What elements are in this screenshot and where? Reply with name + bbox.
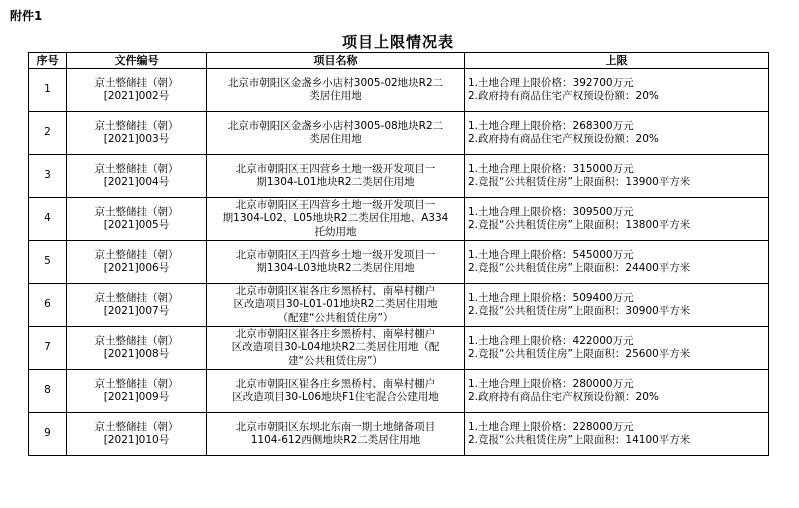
header-seq: 序号 (29, 53, 67, 69)
row-project-name: 北京市朝阳区王四营乡土地一级开发项目一 期1304-L03地块R2二类居住用地 (207, 241, 465, 284)
row-doc-number: 京土整储挂（朝） [2021]007号 (67, 284, 207, 327)
page-title: 项目上限情况表 (341, 33, 454, 51)
row-project-name: 北京市朝阳区崔各庄乡黑桥村、南皋村棚户 区改造项目30-L01-01地块R2二类居住用地 （配建“公共租赁住房”） (207, 284, 465, 327)
table-row (29, 241, 769, 284)
table-row (29, 284, 769, 327)
table-row (29, 155, 769, 198)
row-limit: 1.土地合理上限价格：268300万元 2.政府持有商品住宅产权预设份额：20% (465, 112, 769, 155)
table-row (29, 413, 769, 456)
table-row (29, 198, 769, 241)
row-seq: 5 (29, 241, 67, 284)
table-row (29, 69, 769, 112)
header-project-name: 项目名称 (207, 53, 465, 69)
table-row (29, 327, 769, 370)
header-doc-number: 文件编号 (67, 53, 207, 69)
row-doc-number: 京土整储挂（朝） [2021]005号 (67, 198, 207, 241)
row-limit: 1.土地合理上限价格：392700万元 2.政府持有商品住宅产权预设份额：20% (465, 69, 769, 112)
table-row (29, 112, 769, 155)
row-seq: 4 (29, 198, 67, 241)
row-limit: 1.土地合理上限价格：280000万元 2.政府持有商品住宅产权预设份额：20% (465, 370, 769, 413)
row-project-name: 北京市朝阳区王四营乡土地一级开发项目一 期1304-L02、L05地块R2二类居住用地、A334 托幼用地 (207, 198, 465, 241)
table-body (29, 69, 769, 456)
row-limit: 1.土地合理上限价格：509400万元 2.竞报“公共租赁住房”上限面积：30900平方米 (465, 284, 769, 327)
row-project-name: 北京市朝阳区崔各庄乡黑桥村、南皋村棚户 区改造项目30-L04地块R2二类居住用地（配 建“公共租赁住房”） (207, 327, 465, 370)
row-project-name: 北京市朝阳区东坝北东南一期土地储备项目 1104-612西侧地块R2二类居住用地 (207, 413, 465, 456)
row-doc-number: 京土整储挂（朝） [2021]004号 (67, 155, 207, 198)
row-doc-number: 京土整储挂（朝） [2021]008号 (67, 327, 207, 370)
row-seq: 8 (29, 370, 67, 413)
row-doc-number: 京土整储挂（朝） [2021]010号 (67, 413, 207, 456)
row-limit: 1.土地合理上限价格：309500万元 2.竞报“公共租赁住房”上限面积：13800平方米 (465, 198, 769, 241)
row-limit: 1.土地合理上限价格：545000万元 2.竞报“公共租赁住房”上限面积：24400平方米 (465, 241, 769, 284)
row-project-name: 北京市朝阳区崔各庄乡黑桥村、南皋村棚户 区改造项目30-L06地块F1住宅混合公建用地 (207, 370, 465, 413)
project-limit-table (28, 52, 769, 456)
row-doc-number: 京土整储挂（朝） [2021]003号 (67, 112, 207, 155)
row-seq: 9 (29, 413, 67, 456)
row-project-name: 北京市朝阳区金盏乡小店村3005-02地块R2二 类居住用地 (207, 69, 465, 112)
row-seq: 2 (29, 112, 67, 155)
row-seq: 3 (29, 155, 67, 198)
row-project-name: 北京市朝阳区金盏乡小店村3005-08地块R2二 类居住用地 (207, 112, 465, 155)
row-limit: 1.土地合理上限价格：422000万元 2.竞报“公共租赁住房”上限面积：25600平方米 (465, 327, 769, 370)
row-seq: 6 (29, 284, 67, 327)
row-doc-number: 京土整储挂（朝） [2021]006号 (67, 241, 207, 284)
row-limit: 1.土地合理上限价格：228000万元 2.竞报“公共租赁住房”上限面积：14100平方米 (465, 413, 769, 456)
header-limit: 上限 (465, 53, 769, 69)
row-limit: 1.土地合理上限价格：315000万元 2.竞报“公共租赁住房”上限面积：13900平方米 (465, 155, 769, 198)
row-seq: 7 (29, 327, 67, 370)
row-doc-number: 京土整储挂（朝） [2021]009号 (67, 370, 207, 413)
row-seq: 1 (29, 69, 67, 112)
attachment-label: 附件1 (10, 9, 43, 23)
table-header-row (29, 53, 769, 69)
row-doc-number: 京土整储挂（朝） [2021]002号 (67, 69, 207, 112)
table-row (29, 370, 769, 413)
row-project-name: 北京市朝阳区王四营乡土地一级开发项目一 期1304-L01地块R2二类居住用地 (207, 155, 465, 198)
